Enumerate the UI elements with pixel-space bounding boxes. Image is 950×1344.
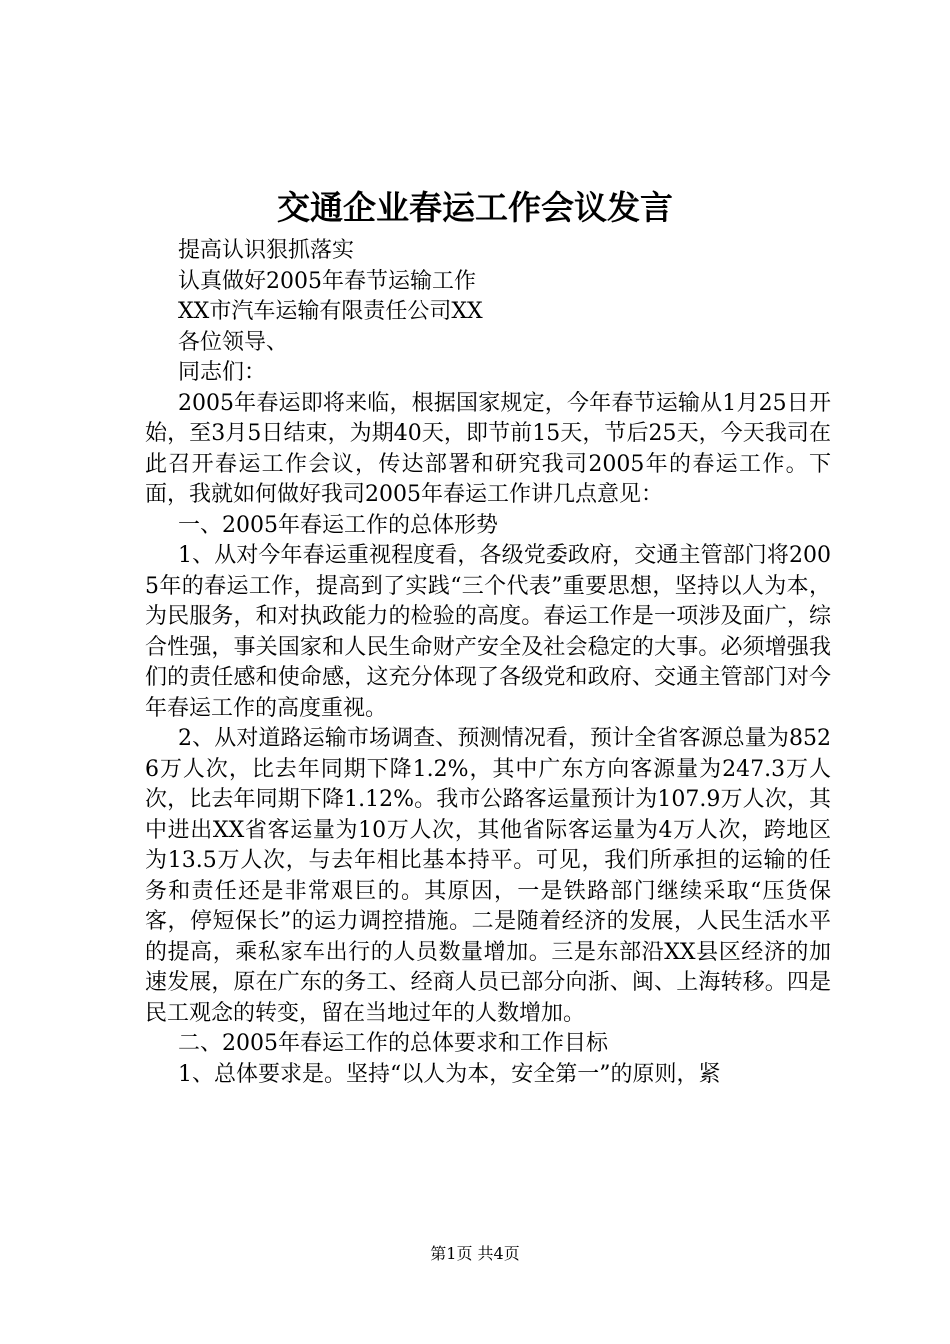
paragraph-salutation-2: 同志们： bbox=[178, 360, 267, 385]
document-body bbox=[145, 236, 831, 1090]
paragraph-section1-item2: 2、从对道路运输市场调查、预测情况看，预计全省客源总量为8526万人次，比去年同期下降1.2%，其中广东方向客源量为247.3万人次，比去年同期下降1.12%。我市公路客运量预计为107.9万人次，其中进出XX省客运量为10万人次，其他省际客运量为4万人次，跨地区为13.5万人次，与去年相比基本持平。可见，我们所承担的运输的任务和责任还是非常艰巨的。其原因，一是铁路部门继续采取“压货保客，停短保长”的运力调控措施。二是随着经济的发展，人民生活水平的提高，乘私家车出行的人员数量增加。三是东部沿XX县区经济的加速发展，原在广东的务工、经商人员已部分向浙、闽、上海转移。四是民工观念的转变，留在当地过年的人数增加。 bbox=[145, 726, 831, 1026]
paragraph-subtitle-1: 提高认识狠抓落实 bbox=[178, 238, 355, 263]
page-footer: 第1页 共4页 bbox=[430, 1244, 520, 1263]
paragraph-salutation-1: 各位领导、 bbox=[178, 329, 289, 355]
paragraph-subtitle-2: 认真做好2005年春节运输工作 bbox=[178, 268, 476, 294]
paragraph-author: XX市汽车运输有限责任公司XX bbox=[178, 299, 483, 324]
section-heading-1: 一、2005年春运工作的总体形势 bbox=[178, 512, 498, 538]
paragraph-section2-item1: 1、总体要求是。坚持“以人为本，安全第一”的原则，紧 bbox=[178, 1061, 721, 1087]
paragraph-intro: 2005年春运即将来临，根据国家规定，今年春节运输从1月25日开始，至3月5日结束，为期40天，即节前15天，节后25天，今天我司在此召开春运工作会议，传达部署和研究我司2005年的春运工作。下面，我就如何做好我司2005年春运工作讲几点意见： bbox=[145, 390, 831, 507]
section-heading-2: 二、2005年春运工作的总体要求和工作目标 bbox=[178, 1031, 608, 1056]
paragraph-section1-item1: 1、从对今年春运重视程度看，各级党委政府，交通主管部门将2005年的春运工作，提高到了实践“三个代表”重要思想，坚持以人为本，为民服务，和对执政能力的检验的高度。春运工作是一项涉及面广，综合性强，事关国家和人民生命财产安全及社会稳定的大事。必须增强我们的责任感和使命感，这充分体现了各级党和政府、交通主管部门对今年春运工作的高度重视。 bbox=[145, 543, 831, 721]
document-title: 交通企业春运工作会议发言 bbox=[277, 188, 673, 227]
